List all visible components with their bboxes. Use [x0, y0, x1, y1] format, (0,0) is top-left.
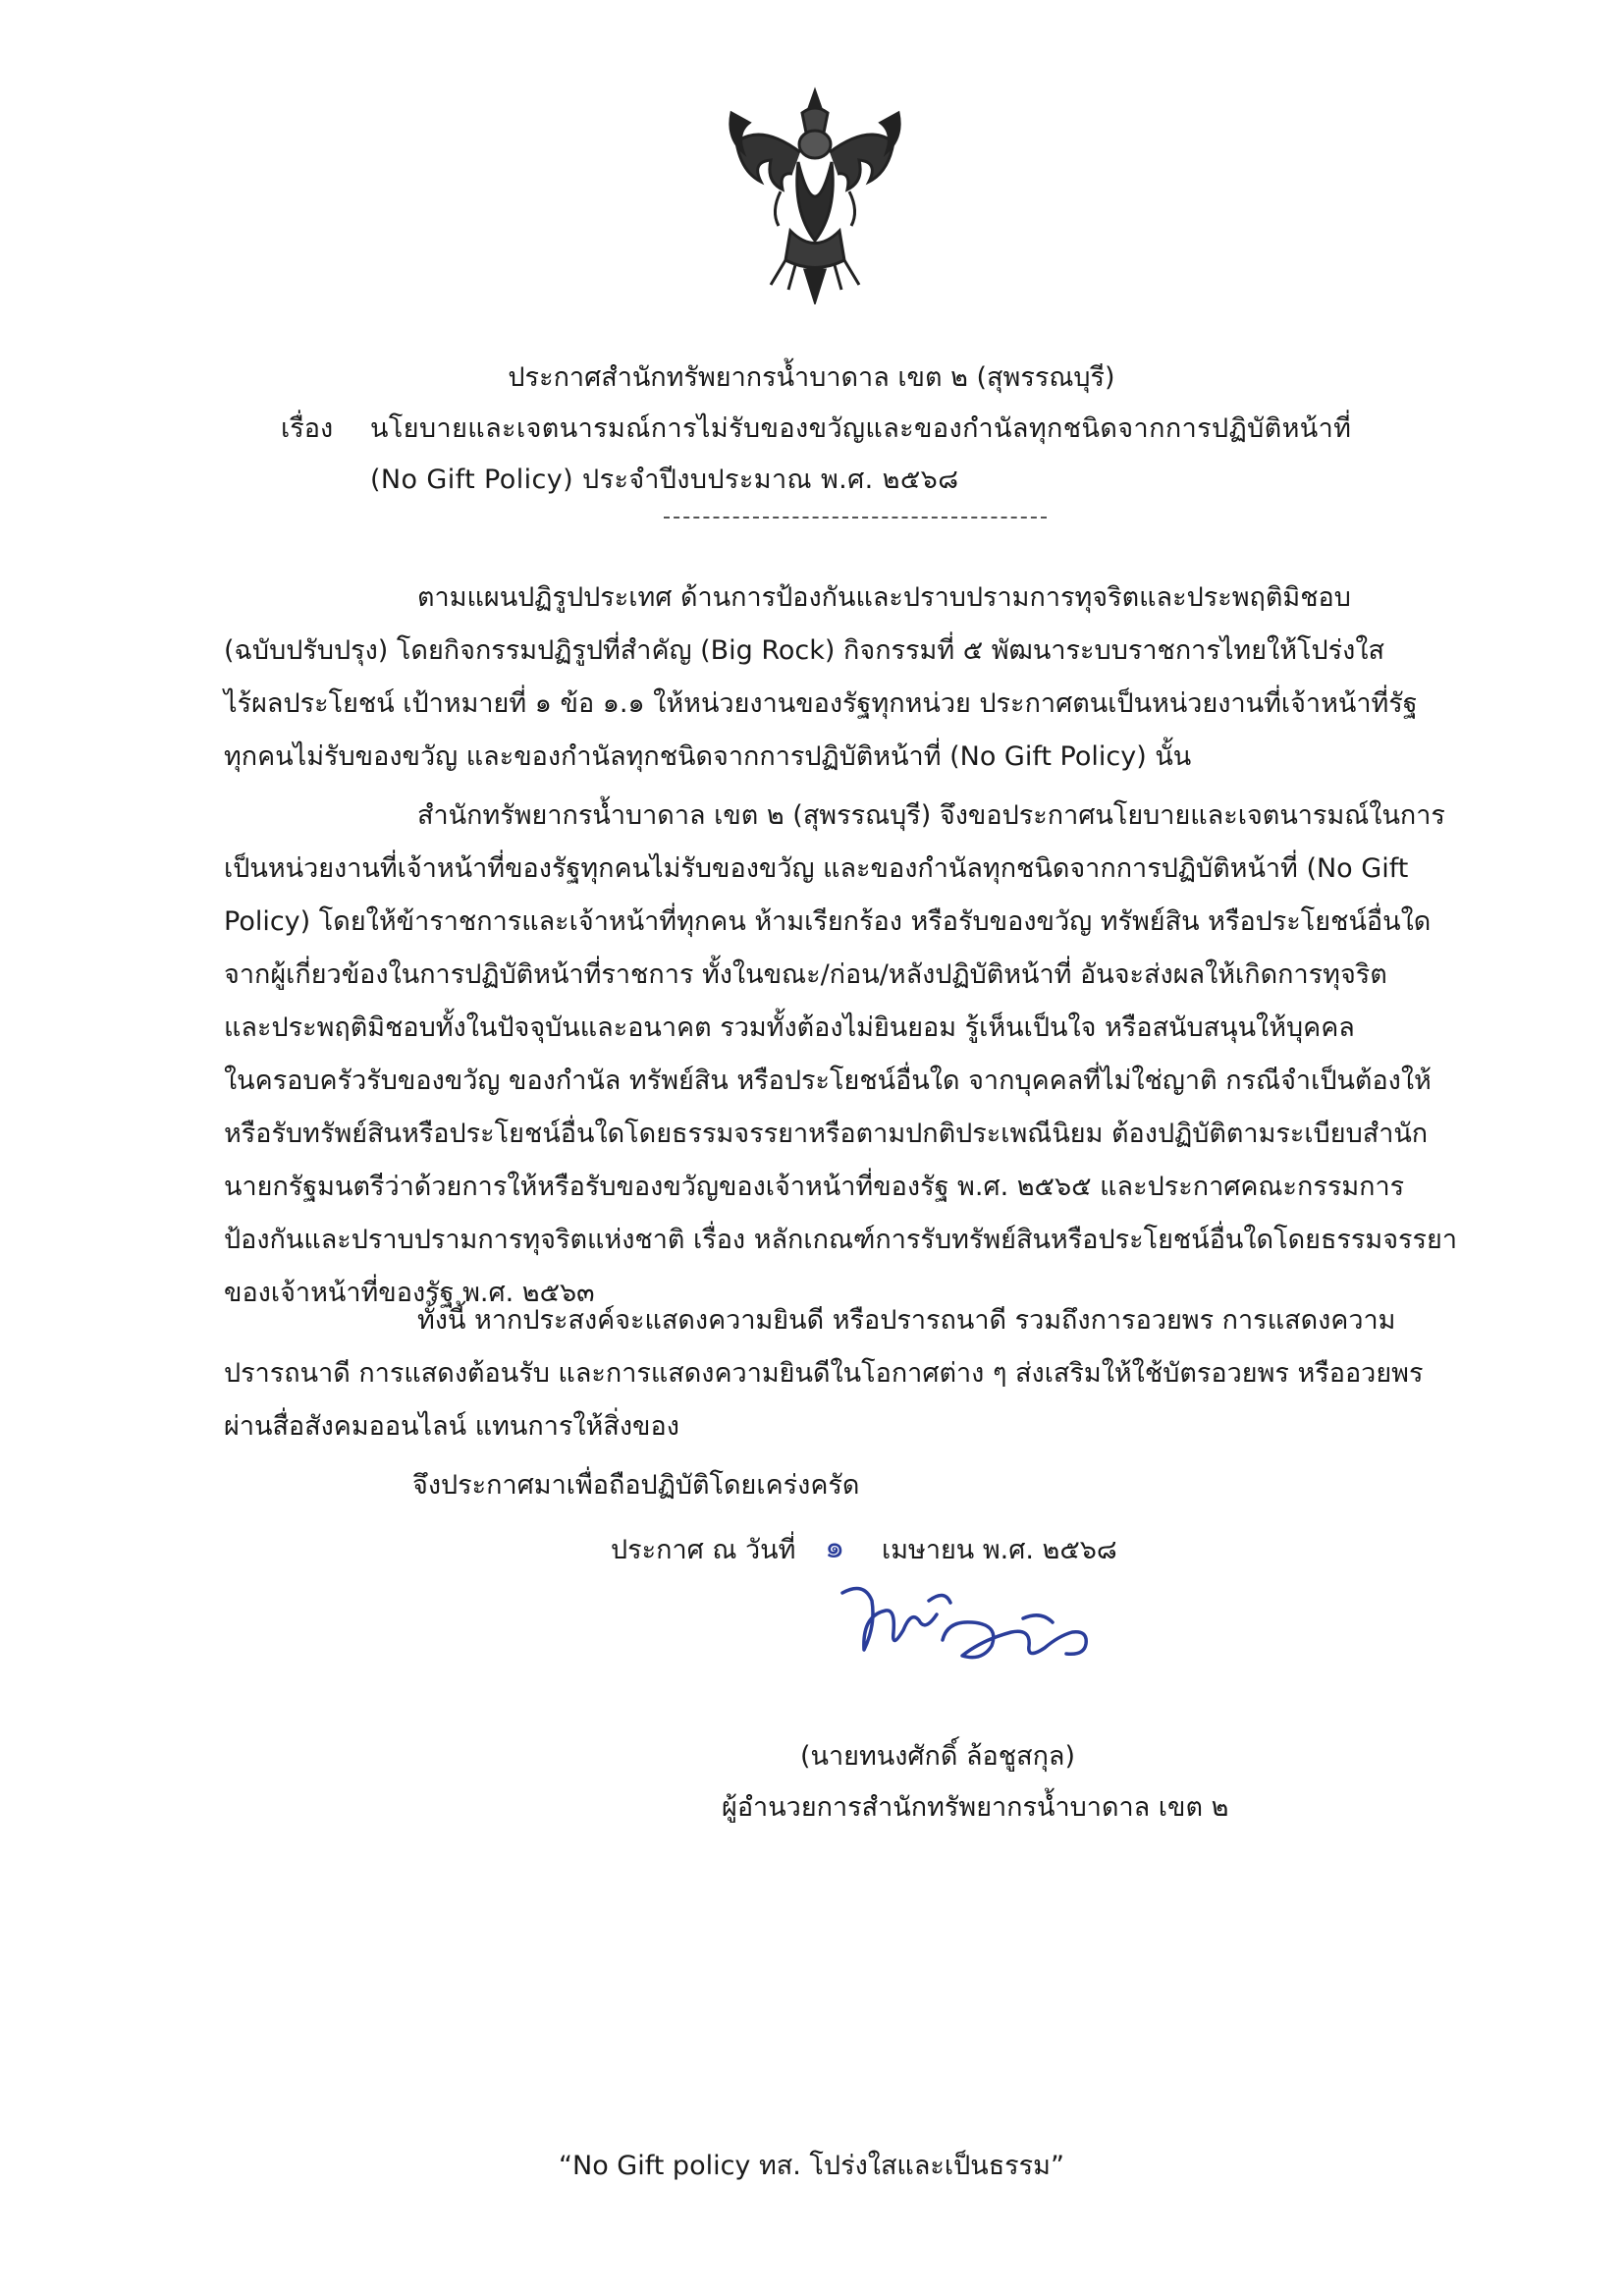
dashed-divider [664, 517, 1047, 519]
signer-name: (นายทนงศักดิ์ ล้อชูสกุล) [800, 1741, 1076, 1772]
paragraph-line: ป้องกันและปราบปรามการทุจริตแห่งชาติ เรื่อง หลักเกณฑ์การรับทรัพย์สินหรือประโยชน์อื่นใดโดยธรรมจรรยา [224, 1225, 1458, 1255]
handwritten-signature-icon [835, 1571, 1129, 1679]
paragraph-line: ในครอบครัวรับของขวัญ ของกำนัล ทรัพย์สิน หรือประโยชน์อื่นใด จากบุคคลที่ไม่ใช่ญาติ กรณีจำเป็นต้องให้ [224, 1066, 1432, 1096]
garuda-emblem-icon [722, 83, 908, 304]
paragraph-line: จากผู้เกี่ยวข้องในการปฏิบัติหน้าที่ราชการ ทั้งในขณะ/ก่อน/หลังปฏิบัติหน้าที่ อันจะส่งผลให้เกิดการทุจริต [224, 959, 1387, 990]
date-month-year: เมษายน พ.ศ. ๒๕๖๘ [882, 1535, 1117, 1565]
subject-line-2: (No Gift Policy) ประจำปีงบประมาณ พ.ศ. ๒๕๖๘ [370, 465, 959, 495]
paragraph-line: ทั้งนี้ หากประสงค์จะแสดงความยินดี หรือปรารถนาดี รวมถึงการอวยพร การแสดงความ [417, 1305, 1396, 1336]
paragraph-line: นายกรัฐมนตรีว่าด้วยการให้หรือรับของขวัญของเจ้าหน้าที่ของรัฐ พ.ศ. ๒๕๖๕ และประกาศคณะกรรมการ [224, 1172, 1405, 1202]
signer-position: ผู้อำนวยการสำนักทรัพยากรน้ำบาดาล เขต ๒ [722, 1792, 1229, 1823]
paragraph-line: ตามแผนปฏิรูปประเทศ ด้านการป้องกันและปราบปรามการทุจริตและประพฤติมิชอบ [417, 582, 1351, 613]
footer-quote: “No Gift policy ทส. โปร่งใสและเป็นธรรม” [559, 2151, 1064, 2181]
paragraph-line: ปรารถนาดี การแสดงต้อนรับ และการแสดงความยินดีในโอกาศต่าง ๆ ส่งเสริมให้ใช้บัตรอวยพร หรืออวยพร [224, 1358, 1424, 1389]
paragraph-line: Policy) โดยให้ข้าราชการและเจ้าหน้าที่ทุกคน ห้ามเรียกร้อง หรือรับของขวัญ ทรัพย์สิน หรือประโยชน์อื่นใด [224, 906, 1432, 937]
paragraph-line: และประพฤติมิชอบทั้งในปัจจุบันและอนาคต รวมทั้งต้องไม่ยินยอม รู้เห็นเป็นใจ หรือสนับสนุนให้บุคคล [224, 1012, 1355, 1043]
paragraph-line: (ฉบับปรับปรุง) โดยกิจกรรมปฏิรูปที่สำคัญ (Big Rock) กิจกรรมที่ ๕ พัฒนาระบบราชการไทยให้โปร่งใส [224, 635, 1385, 666]
paragraph-line: ผ่านสื่อสังคมออนไลน์ แทนการให้สิ่งของ [224, 1411, 679, 1442]
paragraph-line: สำนักทรัพยากรน้ำบาดาล เขต ๒ (สุพรรณบุรี) จึงขอประกาศนโยบายและเจตนารมณ์ในการ [417, 800, 1445, 831]
paragraph-line: หรือรับทรัพย์สินหรือประโยชน์อื่นใดโดยธรรมจรรยาหรือตามปกติประเพณีนิยม ต้องปฏิบัติตามระเบียบสำนัก [224, 1119, 1429, 1149]
subject-line-1: นโยบายและเจตนารมณ์การไม่รับของขวัญและของกำนัลทุกชนิดจากการปฏิบัติหน้าที่ [370, 413, 1352, 444]
paragraph-line: ของเจ้าหน้าที่ของรัฐ พ.ศ. ๒๕๖๓ [224, 1278, 595, 1308]
paragraph-line: เป็นหน่วยงานที่เจ้าหน้าที่ของรัฐทุกคนไม่รับของขวัญ และของกำนัลทุกชนิดจากการปฏิบัติหน้าที่ (No Gift [224, 853, 1409, 884]
date-prefix: ประกาศ ณ วันที่ [611, 1535, 796, 1565]
date-day: ๑ [825, 1528, 845, 1565]
closing-statement: จึงประกาศมาเพื่อถือปฏิบัติโดยเคร่งครัด [412, 1470, 860, 1501]
announcement-title: ประกาศสำนักทรัพยากรน้ำบาดาล เขต ๒ (สุพรรณบุรี) [508, 362, 1115, 393]
subject-label: เรื่อง [281, 413, 334, 444]
paragraph-line: ทุกคนไม่รับของขวัญ และของกำนัลทุกชนิดจากการปฏิบัติหน้าที่ (No Gift Policy) นั้น [224, 741, 1192, 772]
paragraph-line: ไร้ผลประโยชน์ เป้าหมายที่ ๑ ข้อ ๑.๑ ให้หน่วยงานของรัฐทุกหน่วย ประกาศตนเป็นหน่วยงานที่เจ้าหน้าที่รัฐ [224, 688, 1418, 719]
